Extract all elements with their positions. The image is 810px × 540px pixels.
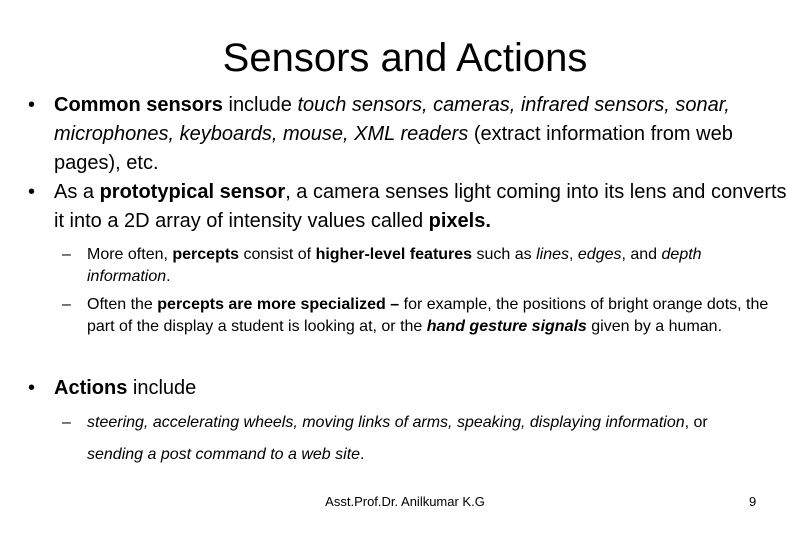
- italic-list: touch sensors, cameras, infrared sensors, sonar, microphones, keyboards, mouse, XML readers: [54, 94, 730, 145]
- sub-bullet-text: steering, accelerating wheels, moving links of arms, speaking, displaying information, or sending a post command to a web site.: [87, 414, 708, 463]
- sub-bullet-actions-list: [62, 407, 752, 471]
- bullet-text: Actions include: [54, 377, 197, 399]
- slide-title: Sensors and Actions: [222, 36, 588, 80]
- page-number: 9: [749, 494, 757, 509]
- bold-term: Actions: [54, 377, 128, 399]
- bullet-prototypical-sensor: [28, 178, 788, 236]
- sub-bullet-text: Often the percepts are more specialized – for example, the positions of bright orange dots, the part of the display a student is looking at, or the hand gesture signals given by a human.: [87, 296, 769, 335]
- bold-term: pixels.: [428, 210, 491, 232]
- bullet-marker: •: [28, 377, 36, 399]
- dash-marker: –: [62, 296, 71, 313]
- sub-bullet-specialized: [62, 294, 782, 338]
- bullet-text: Common sensors include touch sensors, cameras, infrared sensors, sonar, microphones, keyboards, mouse, XML readers (extract information from web pages), etc.: [54, 94, 733, 174]
- bullet-marker: •: [28, 94, 36, 116]
- dash-marker: –: [62, 246, 71, 263]
- bullet-common-sensors: [28, 91, 788, 178]
- sub-bullet-text: More often, percepts consist of higher-level features such as lines, edges, and depth information.: [87, 246, 702, 285]
- bullet-marker: •: [28, 181, 36, 203]
- bullet-actions: [28, 374, 788, 403]
- footer-author: Asst.Prof.Dr. Anilkumar K.G: [325, 494, 485, 509]
- dash-marker: –: [62, 414, 71, 431]
- bullet-text: As a prototypical sensor, a camera senses light coming into its lens and converts it into a 2D array of intensity values called pixels.: [54, 181, 787, 232]
- bold-term: Common sensors: [54, 94, 223, 116]
- bold-term: prototypical sensor: [99, 181, 286, 203]
- sub-bullet-percepts: [62, 244, 782, 288]
